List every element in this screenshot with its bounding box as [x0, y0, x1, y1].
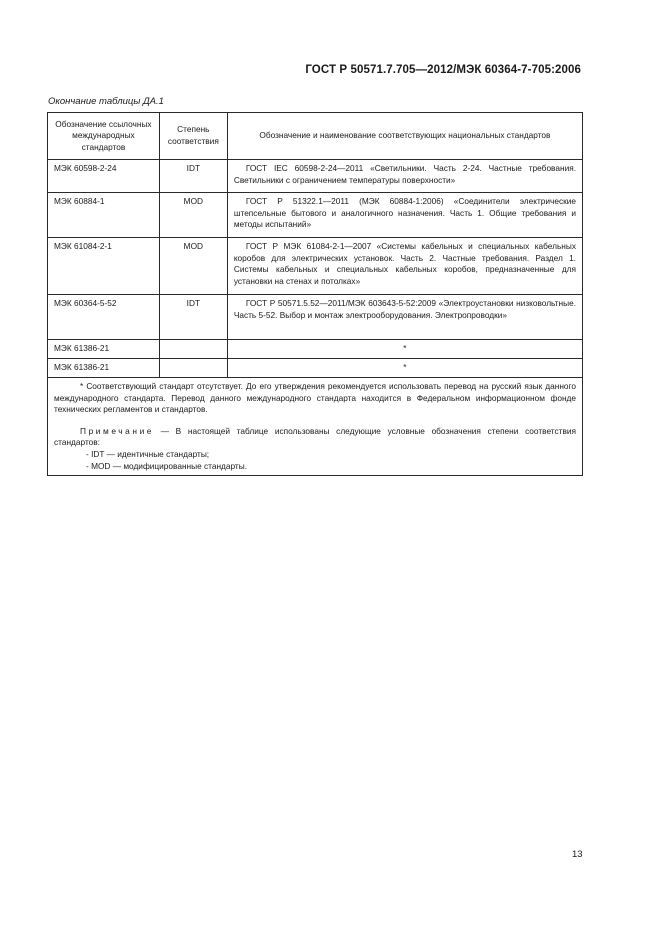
note-label: Примечание: [80, 425, 155, 436]
row-degree: MOD: [159, 193, 227, 238]
row-degree: IDT: [159, 295, 227, 340]
note-item-idt: - IDT — идентичные стандарты;: [86, 448, 210, 459]
page-number: 13: [572, 849, 583, 860]
row-code: МЭК 60884-1: [48, 193, 160, 238]
table-row: [48, 295, 583, 340]
row-national-standard: *: [227, 359, 582, 378]
row-degree: [159, 340, 227, 359]
table-notes-row: [48, 378, 583, 476]
row-degree: [159, 359, 227, 378]
table-row: [48, 160, 583, 193]
table-caption: Окончание таблицы ДА.1: [48, 96, 164, 107]
table-row: [48, 193, 583, 238]
row-national-standard: ГОСТ Р 51322.1—2011 (МЭК 60884-1:2006) «Соединители электрические штепсельные бытового и аналогичного назначения. Часть 1. Общие требования и методы испытаний»: [227, 193, 582, 238]
row-code: МЭК 60598-2-24: [48, 160, 160, 193]
row-national-standard: ГОСТ Р МЭК 61084-2-1—2007 «Системы кабельных и специальных кабельных коробов для электрических установок. Часть 2. Частные требования. Раздел 1. Системы кабельных и специальных кабельных коробов, предназначенные для установки на стенах и потолках»: [227, 238, 582, 295]
row-degree: MOD: [159, 238, 227, 295]
row-code: МЭК 60364-5-52: [48, 295, 160, 340]
note: [54, 426, 576, 449]
standards-table: [47, 112, 583, 476]
row-national-standard: ГОСТ IEC 60598-2-24—2011 «Светильники. Часть 2-24. Частные требования. Светильники с ограничением температуры поверхности»: [227, 160, 582, 193]
table-row: [48, 340, 583, 359]
table-row: [48, 359, 583, 378]
column-header-degree: Степень соответствия: [159, 113, 227, 160]
row-code: МЭК 61386-21: [48, 359, 160, 378]
column-header-national: Обозначение и наименование соответствующих национальных стандартов: [227, 113, 582, 160]
column-header-code: Обозначение ссылочных международных стандартов: [48, 113, 160, 160]
document-header: ГОСТ Р 50571.7.705—2012/МЭК 60364-7-705:2006: [305, 64, 581, 76]
table-row: [48, 238, 583, 295]
note-item-mod: - MOD — модифицированные стандарты.: [86, 460, 248, 471]
row-national-standard: *: [227, 340, 582, 359]
note-text: — В настоящей таблице использованы следующие условные обозначения степени соответствия стандартов:: [54, 425, 576, 448]
row-code: МЭК 61084-2-1: [48, 238, 160, 295]
row-code: МЭК 61386-21: [48, 340, 160, 359]
row-degree: IDT: [159, 160, 227, 193]
table-notes: [48, 378, 583, 476]
row-national-standard: ГОСТ Р 50571.5.52—2011/МЭК 603643-5-52:2009 «Электроустановки низковольтные. Часть 5-52. Выбор и монтаж электрооборудования. Электропроводки»: [227, 295, 582, 340]
footnote: * Соответствующий стандарт отсутствует. До его утверждения рекомендуется использовать перевод на русский язык данного международного стандарта. Перевод данного международного стандарта находится в Федеральном информационном фонде технических регламентов и стандартов.: [54, 381, 576, 415]
table-header-row: [48, 113, 583, 160]
